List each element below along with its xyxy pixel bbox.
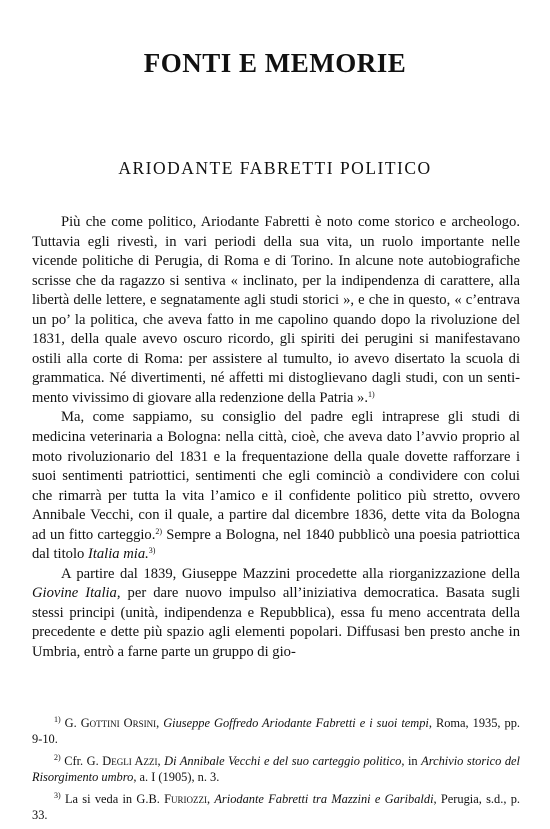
footnote-ref: 1) <box>367 389 375 399</box>
footnote-ref: 2) <box>155 526 163 536</box>
text-run: , <box>157 754 165 768</box>
footnote-ref: 1) <box>54 715 61 724</box>
text-run: A partire dal 1839, Giuseppe Mazzini procedette alla riorganizzazione della <box>61 565 520 582</box>
text-run: , <box>206 792 215 806</box>
text-run: , per dare nuovo impulso all’iniziativa democratica. Basata sugli stessi principi (unità, indipendenza e Repubblica), essa fu meno accentrata della precedente e dette più spazio agli elementi popolari. Diffusasi ben presto anche in Umbria, entrò a farne parte un gruppo di gio- <box>32 585 521 661</box>
article-body <box>32 213 520 663</box>
author-name: Gottini Orsini <box>80 716 157 730</box>
footnote-ref: 3) <box>148 546 156 556</box>
text-run: La si veda in G.B. <box>60 792 165 806</box>
footnote-ref: 3) <box>54 791 61 800</box>
author-name: Furiozzi <box>164 792 207 806</box>
italic-text: Giovine Italia <box>32 585 117 602</box>
footnote-ref: 2) <box>54 753 61 762</box>
text-run: Più che come politico, Ariodante Fabretti è noto come storico e archeologo. Tuttavia egli rivestì, in vari periodi della sua vita, un ruolo importante nelle vicende politiche di Perugia, di Roma e di Torino. In alcune note autobiografiche scrisse che da ragazzo si sentiva « inclinato, per la indipendenza di carattere, alla libertà delle lettere, e segnatamente agli studi storici », e che in questo, « c’entrava un po’ la politica, che aveva fatto in me capolino quando dopo la rivoluzione del 1831, della quale avevo oscuro ricordo, gli spiriti dei perugini si manifestavano ostili alla corte di Roma: per assistere al tumulto, io avevo disertato la scuola di grammatica. Né divertimenti, né affetti mi distoglievano dagli studi, con un sentimento vivissimo di giovare alla redenzione della Patria ». <box>32 214 520 406</box>
italic-text: Ariodante Fabretti tra Mazzini e Garibaldi <box>214 792 434 806</box>
section-title: FONTI E MEMORIE <box>143 48 407 78</box>
footnote <box>32 791 520 823</box>
text-run: , Perugia, s.d., p. 33. <box>32 792 520 822</box>
text-run: Cfr. G. <box>60 754 103 768</box>
italic-text: Italia mia. <box>87 546 149 563</box>
paragraph <box>32 565 520 663</box>
footnotes <box>32 715 520 829</box>
italic-text: Di Annibale Vecchi e del suo carteggio politico <box>164 754 402 768</box>
text-run: , <box>156 716 164 730</box>
author-name: Degli Azzi <box>102 754 158 768</box>
text-run: Sempre a Bologna, nel 1840 pubblicò una poesia patriottica dal titolo <box>32 526 520 563</box>
footnote <box>32 753 520 785</box>
text-run: Ma, come sappiamo, su consiglio del padre egli intraprese gli studi di medicina veterinaria a Bologna: nella città, cioè, che aveva dato l’avvio proprio al moto rivoluzionario del 1831 e la frequentazione della quale dovette rafforzare i suoi sentimenti patriottici, sentimenti che egli cominciò a condividere con colui che rimarrà per tutta la vita l’amico e il confidente politico più stretto, ovvero Annibale Vecchi, con il quale, a partire dal dicembre 1836, dette vita da Bologna ad un fitto carteggio. <box>32 409 520 543</box>
text-run: G. <box>60 716 81 730</box>
text-run: , a. I (1905), n. 3. <box>133 770 220 784</box>
italic-text: Archivio storico del Risorgimento umbro <box>32 754 520 784</box>
text-run: , Roma, 1935, pp. 9-10. <box>32 716 521 746</box>
paragraph <box>32 213 520 408</box>
text-run: , in <box>401 754 422 768</box>
article-title: ARIODANTE FABRETTI POLITICO <box>118 158 432 178</box>
footnote <box>32 715 520 747</box>
italic-text: Giuseppe Goffredo Ariodante Fabretti e i suoi tempi <box>163 716 429 730</box>
paragraph <box>32 408 520 564</box>
